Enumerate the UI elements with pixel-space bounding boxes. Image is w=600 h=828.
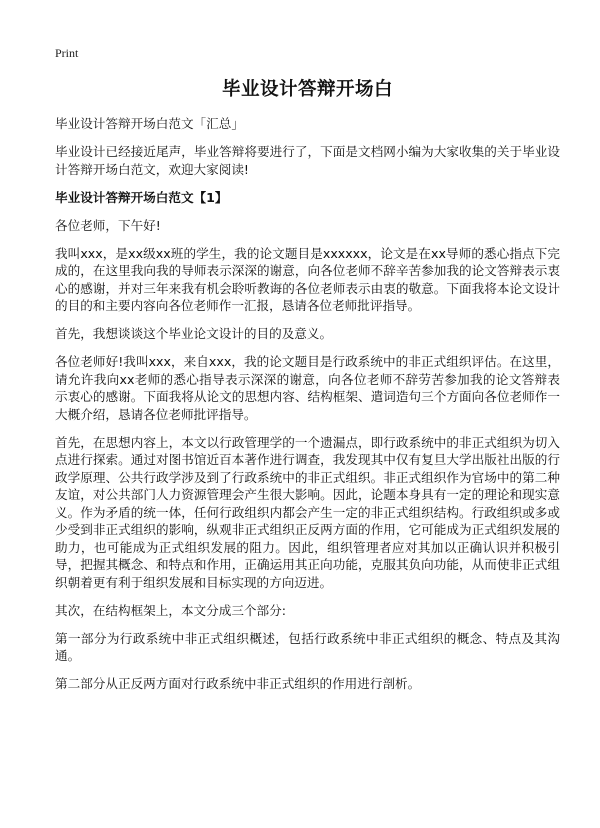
page-title: 毕业设计答辩开场白 [221,79,393,100]
intro-paragraph: 毕业设计已经接近尾声，毕业答辩将要进行了，下面是文档网小编为大家收集的关于毕业设计答辩开场白范文，欢迎大家阅读! [55,144,560,177]
subtitle: 毕业设计答辩开场白范文「汇总」 [55,116,244,131]
section-heading: 毕业设计答辩开场白范文【1】 [55,189,228,205]
body-paragraph: 首先，在思想内容上，本文以行政管理学的一个遗漏点，即行政系统中的非正式组织为切入点进行探索。通过对图书馆近百本著作进行调查，我发现其中仅有复旦大学出版社出版的行政学原理、公共行政学涉及到了行政系统中的非正式组织。非正式组织作为官场中的第二种友谊，对公共部门人力资源管理会产生很大影响。因此，论题本身具有一定的理论和现实意义。作为矛盾的统一体，任何行政组织内都会产生一定的非正式组织结构。行政组织或多或少受到非正式组织的影响，纵观非正式组织正反两方面的作用，它可能成为正式组织发展的助力，也可能成为正式组织发展的阻力。因此，组织管理者应对其加以正确认识并积极引导，把握其概念、和特点和作用，正确运用其正向功能，克服其负向功能，从而使非正式组织朝着更有利于组织发展和目标实现的方向迈进。 [55,434,560,590]
body-paragraph: 第一部分为行政系统中非正式组织概述，包括行政系统中非正式组织的概念、特点及其沟通。 [55,630,560,663]
body-paragraph: 其次，在结构框架上，本文分成三个部分: [55,602,286,618]
greeting-paragraph: 各位老师，下午好! [55,217,161,233]
body-paragraph: 第二部分从正反两方面对行政系统中非正式组织的作用进行剖析。 [55,676,421,691]
body-paragraph: 首先，我想谈谈这个毕业论文设计的目的及意义。 [55,326,333,341]
body-paragraph: 我叫xxx，是xx级xx班的学生，我的论文题目是xxxxxx，论文是在xx导师的悉心指点下完成的，在这里我向我的导师表示深深的谢意，向各位老师不辞辛苦参加我的论文答辩表示衷心的感谢，并对三年来我有机会聆听教诲的各位老师表示由衷的敬意。下面我将本论文设计的目的和主要内容向各位老师作一汇报，恳请各位老师批评指导。 [55,245,560,313]
body-paragraph: 各位老师好!我叫xxx，来自xxx，我的论文题目是行政系统中的非正式组织评估。在这里，请允许我向xx老师的悉心指导表示深深的谢意，向各位老师不辞劳苦参加我的论文答辩表示衷心的感谢。下面我将从论文的思想内容、结构框架、遣词造句三个方面向各位老师作一大概介绍，恳请各位老师批评指导。 [55,354,560,422]
print-link[interactable]: Print [55,46,79,60]
